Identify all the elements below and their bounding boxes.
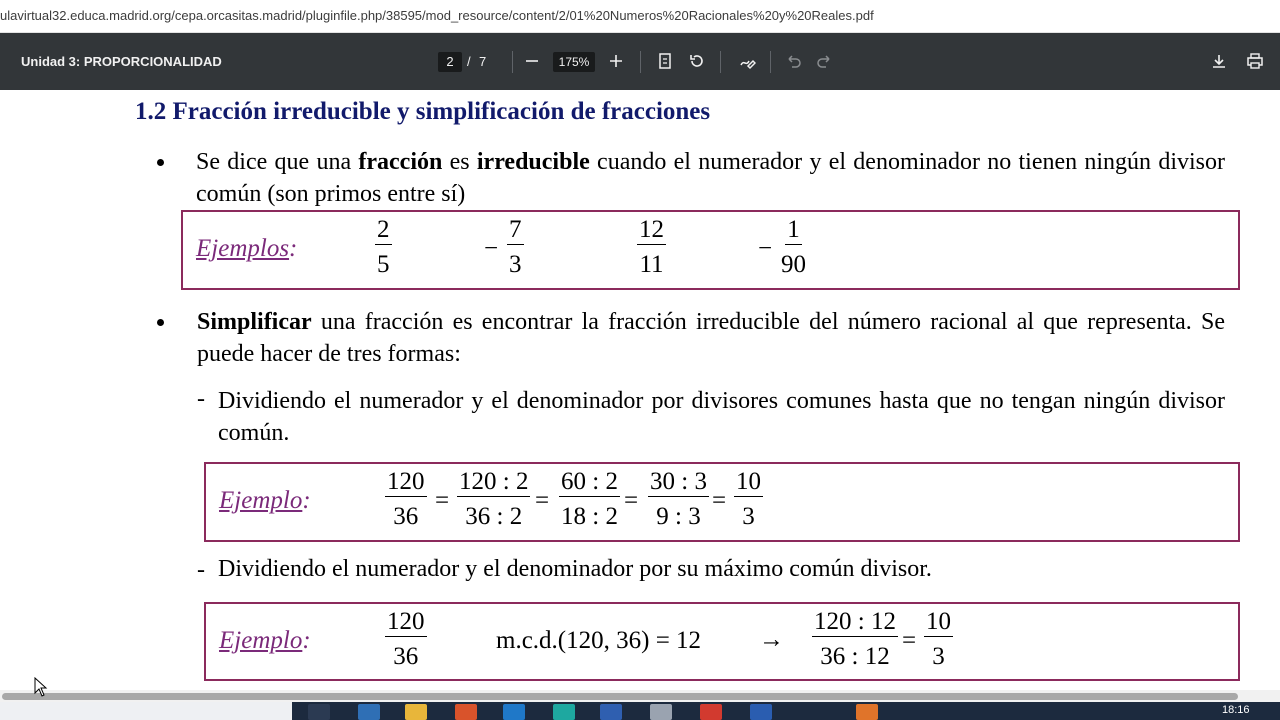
fit-page-icon: [656, 52, 674, 70]
equals-sign: =: [712, 487, 727, 514]
horizontal-scrollbar[interactable]: [0, 690, 1280, 702]
pdf-page: [0, 90, 1280, 690]
gcd-fraction: $\frac{120}{36}$: [387, 608, 425, 670]
example-fraction: $\frac{1}{90}$: [781, 216, 806, 278]
section-heading: 1.2 Fracción irreducible y simplificación de fracciones: [135, 98, 711, 125]
redo-button[interactable]: [813, 49, 837, 73]
scrollbar-thumb[interactable]: [2, 693, 1238, 700]
zoom-in-icon: [607, 52, 625, 70]
toolbar-divider: [720, 51, 721, 73]
annotate-icon: [738, 52, 756, 70]
taskbar-clock: 18:16: [1222, 704, 1250, 716]
zoom-in-button[interactable]: [604, 49, 628, 73]
gcd-division-fraction: $\frac{120 : 12}{36 : 12}$: [814, 608, 896, 670]
pdf-toolbar: [0, 33, 1280, 90]
taskbar: [0, 702, 1280, 720]
equals-sign: =: [535, 487, 550, 514]
app-icon[interactable]: [358, 704, 380, 720]
example-label: Ejemplo:: [219, 627, 311, 654]
page-number-input[interactable]: 2: [438, 52, 462, 72]
irreducible-definition: Se dice que una fracción es irreducible cuando el numerador y el denominador no tienen ningún divisor común (son primos entre sí): [196, 149, 1226, 207]
undo-icon: [784, 52, 802, 70]
mouse-cursor-icon: [34, 677, 48, 697]
download-icon: [1210, 52, 1228, 70]
rotate-button[interactable]: [685, 49, 709, 73]
example-fraction: $\frac{12}{11}$: [639, 216, 664, 278]
method-gcd: Dividiendo el numerador y el denominador por su máximo común divisor.: [218, 556, 932, 582]
equals-sign: =: [435, 487, 450, 514]
example-fraction: $\frac{2}{5}$: [377, 216, 390, 278]
app-icon[interactable]: [650, 704, 672, 720]
bullet-point: [157, 319, 164, 326]
app-icon[interactable]: [750, 704, 772, 720]
examples-label: Ejemplos:: [196, 235, 298, 262]
equals-sign: =: [624, 487, 639, 514]
examples-box: [181, 210, 1240, 290]
toolbar-divider: [512, 51, 513, 73]
file-explorer-icon[interactable]: [405, 704, 427, 720]
chain-fraction: $\frac{10}{3}$: [736, 468, 761, 530]
simplify-definition: Simplificar una fracción es encontrar la fracción irreducible del número racional al que representa. Se puede hacer de tres formas:: [197, 309, 1225, 367]
example-box-gcd: [204, 602, 1240, 681]
equals-sign: =: [902, 627, 917, 654]
chrome-icon[interactable]: [700, 704, 722, 720]
undo-button[interactable]: [781, 49, 805, 73]
app-icon[interactable]: [503, 704, 525, 720]
browser-icon[interactable]: [553, 704, 575, 720]
toolbar-divider: [770, 51, 771, 73]
method-common-divisors: Dividiendo el numerador y el denominador por divisores comunes hasta que no tengan ningún divisor común.: [218, 388, 1225, 446]
print-button[interactable]: [1243, 49, 1267, 73]
bullet-point: [157, 159, 164, 166]
task-view-icon[interactable]: [308, 704, 330, 720]
minus-sign: −: [484, 235, 499, 262]
rotate-icon: [688, 52, 706, 70]
browser-url-bar[interactable]: [0, 0, 1280, 33]
example-fraction: $\frac{7}{3}$: [509, 216, 522, 278]
download-button[interactable]: [1207, 49, 1231, 73]
url-text[interactable]: ulavirtual32.educa.madrid.org/cepa.orcasitas.madrid/pluginfile.php/38595/mod_resource/content/2/01%20Numeros%20Racionales%20y%20Reales.pdf: [0, 8, 874, 23]
redo-icon: [816, 52, 834, 70]
page-total: 7: [479, 54, 487, 69]
toolbar-divider: [640, 51, 641, 73]
print-icon: [1246, 52, 1264, 70]
taskbar-search[interactable]: [0, 702, 292, 720]
chain-fraction: $\frac{60 : 2}{18 : 2}$: [561, 468, 618, 530]
app-icon[interactable]: [856, 704, 878, 720]
method-dash: -: [197, 386, 205, 412]
annotate-button[interactable]: [735, 49, 759, 73]
zoom-level-input[interactable]: 175%: [553, 52, 595, 72]
chain-fraction: $\frac{120 : 2}{36 : 2}$: [459, 468, 529, 530]
method-dash: -: [197, 557, 205, 583]
example-box-chain: [204, 462, 1240, 542]
app-icon[interactable]: [455, 704, 477, 720]
word-icon[interactable]: [600, 704, 622, 720]
example-label: Ejemplo:: [219, 487, 311, 514]
chain-fraction: $\frac{120}{36}$: [387, 468, 425, 530]
chain-fraction: $\frac{30 : 3}{9 : 3}$: [650, 468, 707, 530]
zoom-out-icon: [523, 52, 541, 70]
gcd-result-fraction: $\frac{10}{3}$: [926, 608, 951, 670]
page-separator: /: [467, 54, 471, 69]
arrow-icon: →: [759, 626, 784, 653]
document-title: Unidad 3: PROPORCIONALIDAD: [21, 54, 222, 69]
minus-sign: −: [758, 235, 773, 262]
fit-page-button[interactable]: [653, 49, 677, 73]
gcd-expression: m.c.d.(120, 36) = 12: [496, 627, 702, 654]
zoom-out-button[interactable]: [520, 49, 544, 73]
